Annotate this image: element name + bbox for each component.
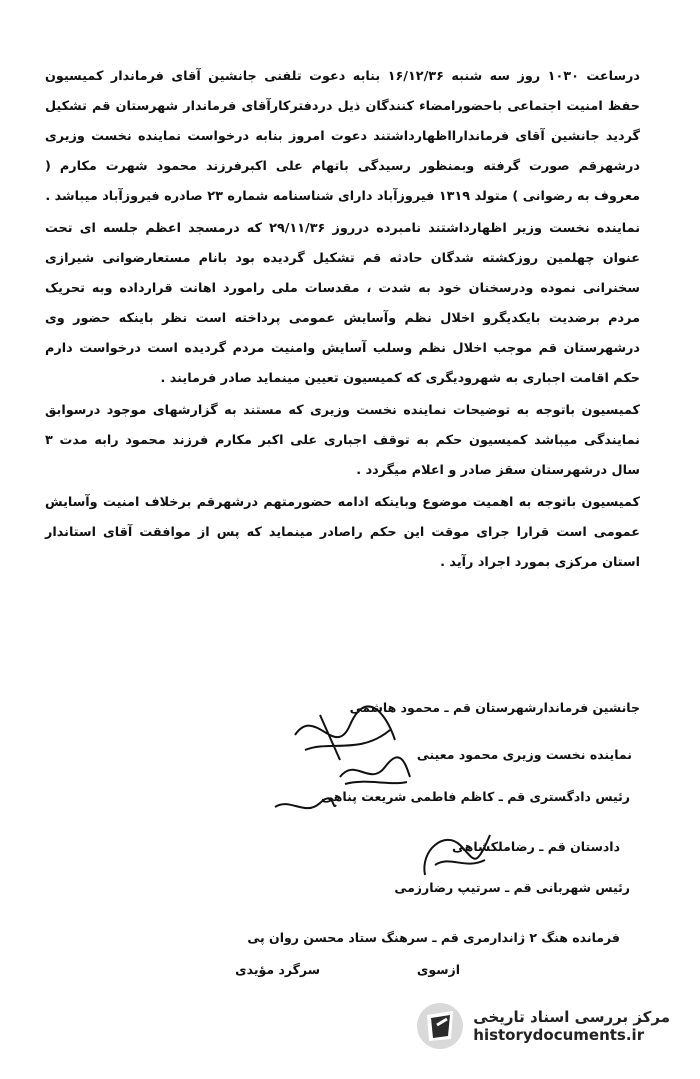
signatory-deputy-governor: جانشین فرماندارشهرستان قم ـ محمود هاشمی (349, 700, 640, 715)
history-documents-logo-icon (415, 1001, 465, 1051)
signatory-police-chief: رئیس شهربانی قم ـ سرتیپ رضارزمی (394, 880, 630, 895)
watermark-url: historydocuments.ir (473, 1026, 645, 1044)
signatory-head-of-justice: رئیس دادگستری قم ـ کاظم فاطمی شریعت پناهی (321, 789, 630, 804)
signatory-on-behalf-of: ازسوی (416, 962, 460, 977)
document-body (45, 62, 640, 580)
signatory-prosecutor: دادستان قم ـ رضاملکشاهی (452, 839, 620, 854)
paragraph-commission-ruling: کمیسیون باتوجه به توضیحات نماینده نخست وزیری که مستند به گزارشهای موجود درسوابق نمایندگی میباشد کمیسیون حکم به توقف اجباری علی اکبر مکارم فرزند محمود رابه مدت ۳ سال درشهرستان سقز صادر و اعلام میگردد . (45, 403, 640, 478)
signatory-major: سرگرد مؤیدی (235, 962, 320, 977)
signatory-pm-representative: نماینده نخست وزیری محمود معینی (416, 747, 632, 762)
paragraph-temporary-execution: کمیسیون باتوجه به اهمیت موضوع وباینکه ادامه حضورمتهم درشهرقم برخلاف امنیت وآسایش عمومی است قرارا جرای موقت این حکم راصادر مینماید که پس از موافقت آقای استاندار استان مرکزی بمورد اجراد رآید . (45, 495, 640, 570)
watermark (415, 1001, 670, 1051)
signatory-gendarmerie-commander: فرمانده هنگ ۲ ژاندارمری قم ـ سرهنگ ستاد محسن روان پی (247, 930, 620, 945)
watermark-title: مرکز بررسی اسناد تاریخی (473, 1008, 670, 1026)
signatures (40, 700, 640, 990)
watermark-text (473, 1008, 670, 1044)
paragraph-representative-statement: نماینده نخست وزیر اظهارداشتند نامبرده درروز ۲۹/۱۱/۳۶ که درمسجد اعظم جلسه ای تحت عنوان چهلمین روزکشته شدگان حادثه قم تشکیل گردیده بود بانام مستعارضوانی شیرازی سخنرانی نموده ودرسخنان خود به شدت ، مقدسات ملی رامورد اهانت قرارداده وبه تحریک مردم برضدیت بایکدیگرو اخلال نظم وآسایش عمومی پرداخته است نظر باینکه حضور وی درشهرستان قم موجب اخلال نظم وسلب آسایش وامنیت مردم گردیده است درخواست دارم حکم اقامت اجباری به شهرودیگری که کمیسیون تعیین مینماید صادر فرمایند . (45, 221, 640, 386)
paragraph-meeting-intro: درساعت ۱۰۳۰ روز سه شنبه ۱۶/۱۲/۳۶ بنابه دعوت تلفنی جانشین آقای فرماندار کمیسیون حفظ امنیت اجتماعی باحضورامضاء کنندگان ذیل دردفترکارآقای فرماندار شهرستان قم تشکیل گردید جانشین آقای فرماندارااظهارداشتند دعوت امروز بنابه درخواست نماینده نخست وزیری درشهرقم صورت گرفته وبمنظور رسیدگی باتهام علی اکبرفرزند محمود شهرت مکارم ( معروف به رضوانی ) متولد ۱۳۱۹ فیروزآباد دارای شناسنامه شماره ۲۳ صادره فیروزآباد میباشد . (45, 69, 640, 204)
